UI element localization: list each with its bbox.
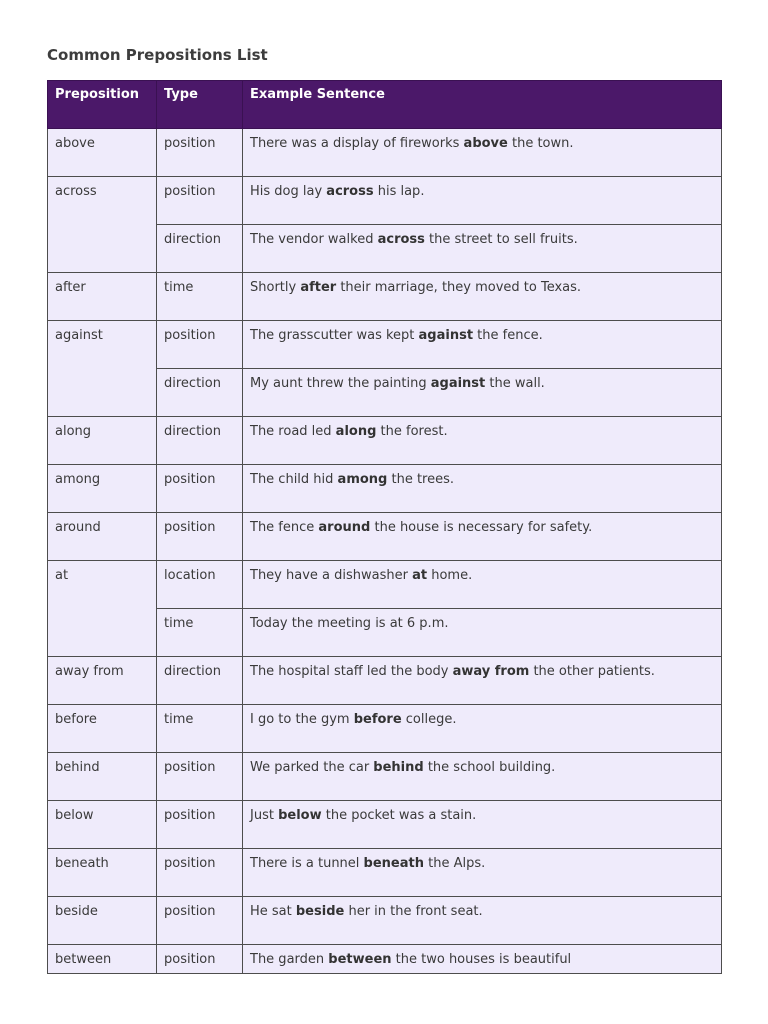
preposition-cell: along — [48, 417, 157, 465]
example-text: college. — [401, 712, 457, 727]
preposition-cell: around — [48, 513, 157, 561]
example-text: We parked the car — [250, 760, 374, 775]
example-text: the fence. — [473, 328, 543, 343]
header-preposition: Preposition — [48, 81, 157, 129]
example-preposition-highlight: against — [430, 376, 486, 391]
example-sentence-cell — [243, 657, 722, 705]
example-text: the Alps. — [423, 856, 486, 871]
type-cell: direction — [157, 225, 243, 273]
table-row — [48, 273, 722, 321]
table-row — [48, 753, 722, 801]
type-cell: time — [157, 705, 243, 753]
example-sentence-cell — [243, 417, 722, 465]
preposition-cell: at — [48, 561, 157, 657]
example-text: the two houses is beautiful — [391, 952, 572, 967]
example-text: the town. — [507, 136, 574, 151]
example-text: My aunt threw the painting — [250, 376, 431, 391]
example-sentence-cell — [243, 801, 722, 849]
example-preposition-highlight: among — [337, 472, 388, 487]
table-body — [48, 129, 722, 974]
example-sentence-cell — [243, 369, 722, 417]
example-preposition-highlight: across — [326, 184, 374, 199]
type-cell: position — [157, 801, 243, 849]
example-preposition-highlight: before — [353, 712, 402, 727]
example-preposition-highlight: beside — [295, 904, 345, 919]
type-cell: position — [157, 513, 243, 561]
example-sentence-cell — [243, 609, 722, 657]
example-text: The child hid — [250, 472, 338, 487]
example-text: their marriage, they moved to Texas. — [336, 280, 582, 295]
example-text: Just — [250, 808, 279, 823]
example-text: The garden — [250, 952, 329, 967]
header-type: Type — [157, 81, 243, 129]
preposition-cell: beside — [48, 897, 157, 945]
prepositions-table — [47, 80, 722, 974]
example-preposition-highlight: at — [412, 568, 428, 583]
type-cell: position — [157, 897, 243, 945]
example-text: home. — [427, 568, 473, 583]
example-sentence-cell — [243, 465, 722, 513]
table-row — [48, 657, 722, 705]
type-cell: direction — [157, 417, 243, 465]
example-text: the other patients. — [529, 664, 655, 679]
page-title: Common Prepositions List — [47, 46, 268, 64]
example-sentence-cell — [243, 561, 722, 609]
example-text: His dog lay — [250, 184, 327, 199]
type-cell: position — [157, 465, 243, 513]
table-row — [48, 513, 722, 561]
type-cell: position — [157, 753, 243, 801]
preposition-cell: across — [48, 177, 157, 273]
example-preposition-highlight: behind — [373, 760, 424, 775]
example-preposition-highlight: away from — [452, 664, 530, 679]
preposition-cell: against — [48, 321, 157, 417]
example-sentence-cell — [243, 225, 722, 273]
example-text: the pocket was a stain. — [321, 808, 477, 823]
example-preposition-highlight: against — [418, 328, 474, 343]
example-text: The vendor walked — [250, 232, 378, 247]
preposition-cell: after — [48, 273, 157, 321]
type-cell: time — [157, 273, 243, 321]
example-preposition-highlight: below — [278, 808, 322, 823]
example-text: his lap. — [373, 184, 425, 199]
table-row — [48, 417, 722, 465]
example-preposition-highlight: above — [463, 136, 508, 151]
table-row — [48, 945, 722, 974]
example-text: The grasscutter was kept — [250, 328, 419, 343]
type-cell: position — [157, 177, 243, 225]
preposition-cell: among — [48, 465, 157, 513]
preposition-cell: beneath — [48, 849, 157, 897]
example-sentence-cell — [243, 705, 722, 753]
example-text: the trees. — [387, 472, 455, 487]
table-row — [48, 561, 722, 609]
example-sentence-cell — [243, 753, 722, 801]
preposition-cell: below — [48, 801, 157, 849]
example-text: Today the meeting is at 6 p.m. — [250, 616, 449, 631]
type-cell: location — [157, 561, 243, 609]
example-text: the wall. — [485, 376, 545, 391]
example-text: The fence — [250, 520, 319, 535]
example-text: The road led — [250, 424, 336, 439]
example-sentence-cell — [243, 897, 722, 945]
example-sentence-cell — [243, 273, 722, 321]
table-header-row — [48, 81, 722, 129]
preposition-cell: above — [48, 129, 157, 177]
preposition-cell: between — [48, 945, 157, 974]
example-text: the forest. — [376, 424, 448, 439]
example-text: There was a display of fireworks — [250, 136, 464, 151]
example-sentence-cell — [243, 177, 722, 225]
preposition-cell: away from — [48, 657, 157, 705]
example-sentence-cell — [243, 513, 722, 561]
table-row — [48, 705, 722, 753]
example-text: the street to sell fruits. — [424, 232, 578, 247]
example-text: There is a tunnel — [250, 856, 364, 871]
example-text: the school building. — [423, 760, 556, 775]
type-cell: direction — [157, 657, 243, 705]
header-example-sentence: Example Sentence — [243, 81, 722, 129]
table-row — [48, 321, 722, 369]
example-sentence-cell — [243, 945, 722, 974]
example-preposition-highlight: across — [377, 232, 425, 247]
preposition-cell: before — [48, 705, 157, 753]
example-preposition-highlight: along — [335, 424, 377, 439]
table-row — [48, 801, 722, 849]
type-cell: position — [157, 849, 243, 897]
table-row — [48, 129, 722, 177]
example-sentence-cell — [243, 129, 722, 177]
example-text: He sat — [250, 904, 296, 919]
table-row — [48, 897, 722, 945]
example-text: The hospital staff led the body — [250, 664, 453, 679]
example-preposition-highlight: beneath — [363, 856, 424, 871]
example-preposition-highlight: around — [318, 520, 371, 535]
table-row — [48, 465, 722, 513]
example-text: I go to the gym — [250, 712, 354, 727]
example-text: the house is necessary for safety. — [370, 520, 593, 535]
example-text: Shortly — [250, 280, 301, 295]
type-cell: position — [157, 945, 243, 974]
example-preposition-highlight: after — [300, 280, 337, 295]
example-text: They have a dishwasher — [250, 568, 413, 583]
preposition-cell: behind — [48, 753, 157, 801]
table-row — [48, 849, 722, 897]
type-cell: direction — [157, 369, 243, 417]
type-cell: position — [157, 321, 243, 369]
example-preposition-highlight: between — [328, 952, 392, 967]
example-sentence-cell — [243, 321, 722, 369]
type-cell: position — [157, 129, 243, 177]
type-cell: time — [157, 609, 243, 657]
table-row — [48, 177, 722, 225]
example-sentence-cell — [243, 849, 722, 897]
example-text: her in the front seat. — [344, 904, 483, 919]
